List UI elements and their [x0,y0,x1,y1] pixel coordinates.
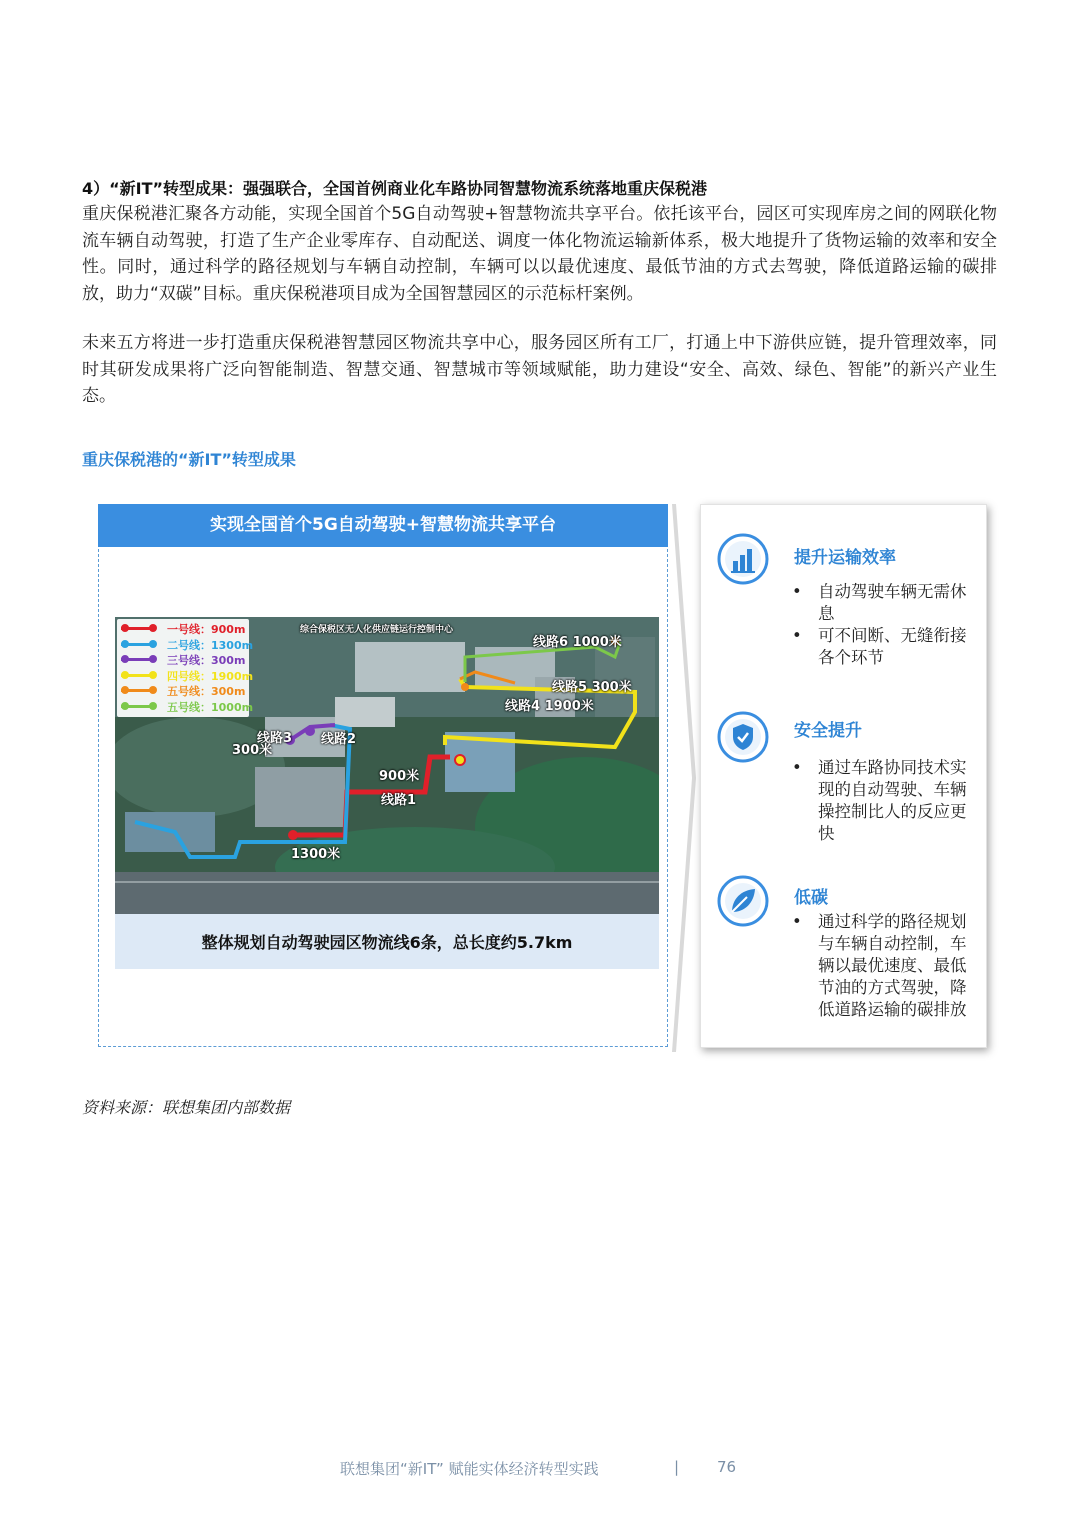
safety-bullet-1: • 通过车路协同技术实现的自动驾驶、车辆操控制比人的反应更快 [792,758,967,843]
route2-label: 线路2 [321,732,357,747]
section-heading: 4）“新IT”转型成果：强强联合，全国首例商业化车路协同智慧物流系统落地重庆保税港 [82,179,708,198]
paragraph-1: 重庆保税港汇聚各方动能，实现全国首个5G自动驾驶+智慧物流共享平台。依托该平台，园区可实现库房之间的网联化物流车辆自动驾驶，打造了生产企业零库存、自动配送、调度一体化物流运输新体系，极大地提升了货物运输的效率和安全性。同时，通过科学的路径规划与车辆自动控制，车辆可以以最优速度、最低节油的方式去驾驶，降低道路运输的碳排放，助力“双碳”目标。重庆保税港项目成为全国智慧园区的示范标杆案例。 [82,204,997,304]
route4-label: 线路4 1900米 [505,699,594,714]
aerial-map-image [115,617,659,914]
efficiency-bullet-1: • 自动驾驶车辆无需休息 [792,582,967,623]
legend-label: 一号线：900m [167,623,246,636]
legend-label: 二号线：1300m [167,638,254,652]
footer-title: 联想集团“新IT” 赋能实体经济转型实践 [340,1460,599,1478]
bar-chart-icon [717,533,769,585]
legend-item [121,621,249,637]
legend-item [121,637,254,653]
leaf-icon [717,875,769,927]
paragraph-2: 未来五方将进一步打造重庆保税港智慧园区物流共享中心，服务园区所有工厂，打通上中下游供应链，提升管理效率，同时其研发成果将广泛向智能制造、智慧交通、智慧城市等领域赋能，助力建设“安全、高效、绿色、智能”的新兴产业生态。 [82,333,997,406]
page-number: 76 [717,1458,737,1476]
legend-item [121,668,254,684]
route6-label: 线路6 1000米 [533,635,622,650]
map-caption: 整体规划自动驾驶园区物流线6条，总长度约5.7km [115,914,659,969]
legend-item [121,652,249,668]
efficiency-bullet-2: • 可不间断、无缝衔接各个环节 [792,626,967,667]
legend-label: 三号线：300m [167,654,246,667]
safety-title: 安全提升 [794,721,862,741]
efficiency-title: 提升运输效率 [794,548,896,568]
route1-length: 900米 [379,769,420,784]
left-panel-header: 实现全国首个5G自动驾驶+智慧物流共享平台 [98,504,668,547]
lowcarbon-title: 低碳 [794,888,828,908]
legend-label: 四号线：1900m [167,669,254,683]
route5-label: 线路5 300米 [552,680,632,695]
legend-item [121,683,249,699]
data-source: 资料来源：联想集团内部数据 [82,1098,291,1117]
legend-label: 五号线：300m [167,685,246,698]
route2-length: 1300米 [291,847,341,862]
route3-label: 线路3 [257,731,293,746]
map-legend [121,621,254,714]
legend-label: 五号线：1000m [167,700,254,714]
control-center-label: 综合保税区无人化供应链运行控制中心 [300,625,454,635]
shield-icon [717,711,769,763]
figure-title: 重庆保税港的“新IT”转型成果 [82,450,296,469]
route3-length: 300米 [232,743,273,758]
lowcarbon-bullet-1: • 通过科学的路径规划与车辆自动控制，车辆以最优速度、最低节油的方式驾驶，降低道路运输的碳排放 [792,912,967,1019]
route1-label: 线路1 [381,793,417,808]
footer-separator: | [674,1458,680,1476]
legend-item [121,699,254,715]
chevron-divider [672,504,696,1052]
